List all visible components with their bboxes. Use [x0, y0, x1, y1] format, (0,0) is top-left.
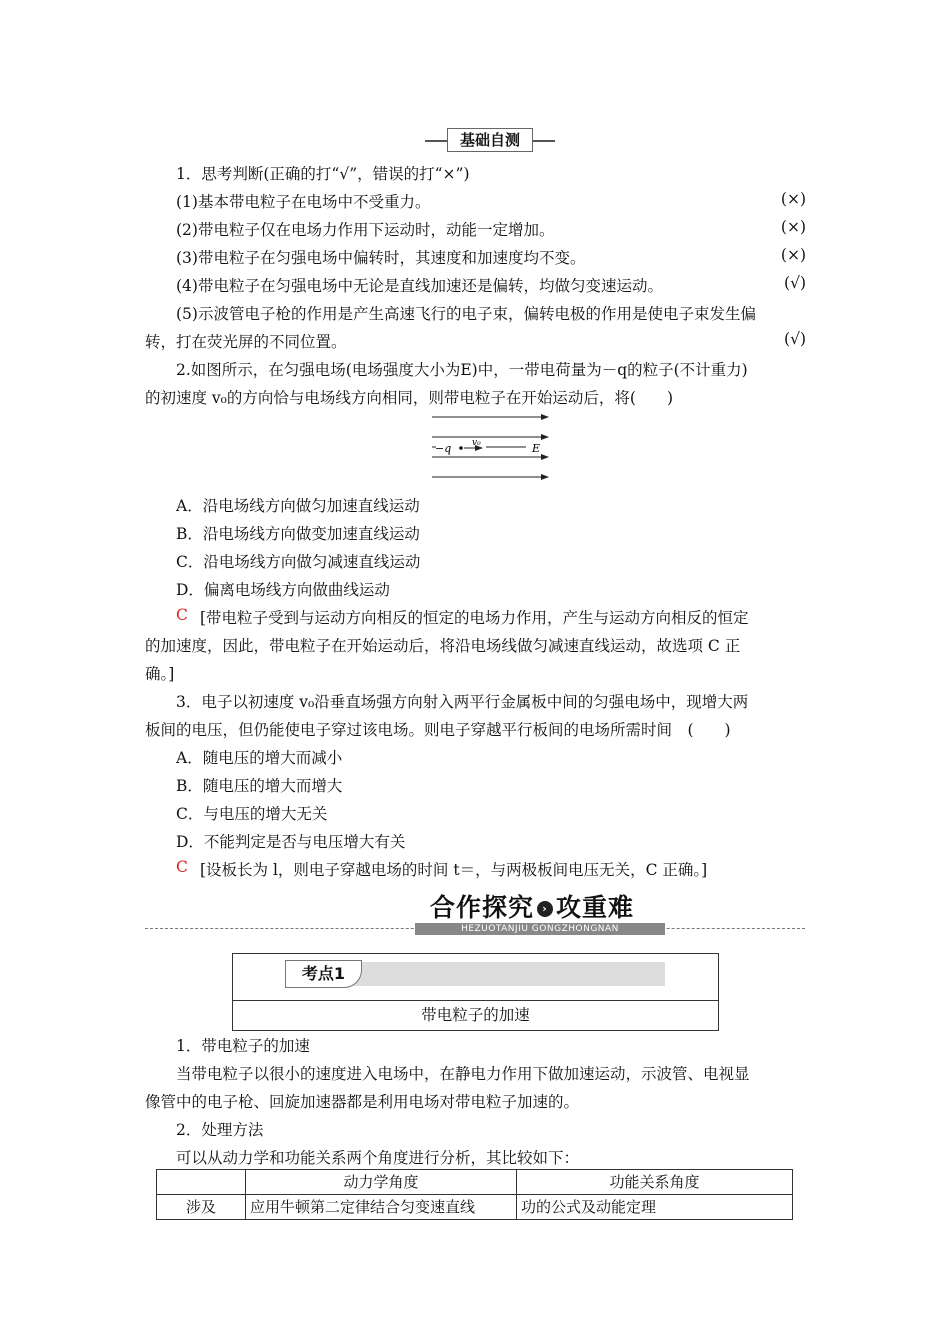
q2-explanation: 的加速度，因此，带电粒子在开始运动后，将沿电场线做匀减速直线运动，故选项 C 正 — [145, 637, 741, 655]
q1-item-mark: (√) — [784, 274, 806, 292]
q3-option: B．随电压的增大而增大 — [176, 777, 343, 795]
q1-item-mark: (√) — [784, 330, 806, 348]
table-cell — [157, 1170, 246, 1195]
charge-label: −q — [435, 442, 452, 455]
q2-explanation: [带电粒子受到与运动方向相反的恒定的电场力作用，产生与运动方向相反的恒定 — [200, 609, 749, 627]
table-row — [157, 1195, 793, 1220]
q3-answer: C — [176, 858, 188, 876]
q3-line1: 3．电子以初速度 v₀沿垂直场强方向射入两平行金属板中间的匀强电场中，现增大两 — [176, 693, 749, 711]
q3-option: D．不能判定是否与电压增大有关 — [176, 833, 406, 851]
q1-stem: 1．思考判断(正确的打“√”，错误的打“×”) — [176, 165, 470, 183]
kaodian-box — [232, 953, 719, 1031]
particle-dot — [459, 446, 463, 450]
q1-item: (3)带电粒子在匀强电场中偏转时，其速度和加速度均不变。 — [176, 249, 586, 267]
table-cell: 应用牛顿第二定律结合匀变速直线 — [246, 1195, 517, 1220]
body-paragraph: 像管中的电子枪、回旋加速器都是利用电场对带电粒子加速的。 — [145, 1093, 580, 1111]
section-banner-jichu — [425, 128, 555, 152]
body-paragraph: 可以从动力学和功能关系两个角度进行分析，其比较如下： — [176, 1149, 580, 1167]
q1-item-mark: (×) — [780, 190, 806, 208]
q2-explanation: 确。] — [145, 665, 175, 683]
table-cell: 涉及 — [157, 1195, 246, 1220]
body-paragraph: 当带电粒子以很小的速度进入电场中，在静电力作用下做加速运动，示波管、电视显 — [176, 1065, 750, 1083]
section2-pinyin: HEZUOTANJIU GONGZHONGNAN — [415, 923, 665, 935]
q3-option: C．与电压的增大无关 — [176, 805, 328, 823]
kaodian-title: 带电粒子的加速 — [421, 1006, 530, 1024]
velocity-label: v₀ — [472, 438, 481, 448]
q1-item: (2)带电粒子仅在电场力作用下运动时，动能一定增加。 — [176, 221, 555, 239]
q3-explanation: [设板长为 l，则电子穿越电场的时间 t＝，与两极板间电压无关，C 正确。] — [200, 861, 708, 879]
q1-item5-line2: 转，打在荧光屏的不同位置。 — [145, 333, 347, 351]
q2-option: D．偏离电场线方向做曲线运动 — [176, 581, 390, 599]
field-lines-figure — [428, 408, 554, 486]
body-heading: 2．处理方法 — [176, 1121, 264, 1139]
q3-option: A．随电压的增大而减小 — [176, 749, 343, 767]
body-heading: 1．带电粒子的加速 — [176, 1037, 310, 1055]
q1-item5-line1: (5)示波管电子枪的作用是产生高速飞行的电子束，偏转电极的作用是使电子束发生偏 — [176, 305, 756, 323]
kaodian-tag: 考点1 — [285, 960, 362, 988]
q2-line2: 的初速度 v₀的方向恰与电场线方向相同，则带电粒子在开始运动后，将( ) — [145, 389, 673, 407]
table-cell: 动力学角度 — [246, 1170, 517, 1195]
section2-title: 合作探究 › 攻重难 — [430, 893, 635, 922]
q2-option: B．沿电场线方向做变加速直线运动 — [176, 525, 420, 543]
q1-item-mark: (×) — [780, 246, 806, 264]
comparison-table — [156, 1169, 793, 1220]
q2-line1: 2.如图所示，在匀强电场(电场强度大小为E)中，一带电荷量为－q的粒子(不计重力) — [176, 361, 748, 379]
table-cell: 功能关系角度 — [517, 1170, 793, 1195]
chevron-right-icon: › — [537, 901, 553, 917]
section-title: 基础自测 — [447, 128, 533, 152]
table-cell: 功的公式及动能定理 — [517, 1195, 793, 1220]
q3-line2: 板间的电压，但仍能使电子穿过该电场。则电子穿越平行板间的电场所需时间 ( ) — [145, 721, 731, 739]
q1-item-mark: (×) — [780, 218, 806, 236]
q2-option: A．沿电场线方向做匀加速直线运动 — [176, 497, 420, 515]
q1-item: (1)基本带电粒子在电场中不受重力。 — [176, 193, 431, 211]
table-header-row — [157, 1170, 793, 1195]
q2-answer: C — [176, 606, 188, 624]
q1-item: (4)带电粒子在匀强电场中无论是直线加速还是偏转，均做匀变速运动。 — [176, 277, 663, 295]
q2-option: C．沿电场线方向做匀减速直线运动 — [176, 553, 421, 571]
field-label: E — [532, 442, 541, 455]
